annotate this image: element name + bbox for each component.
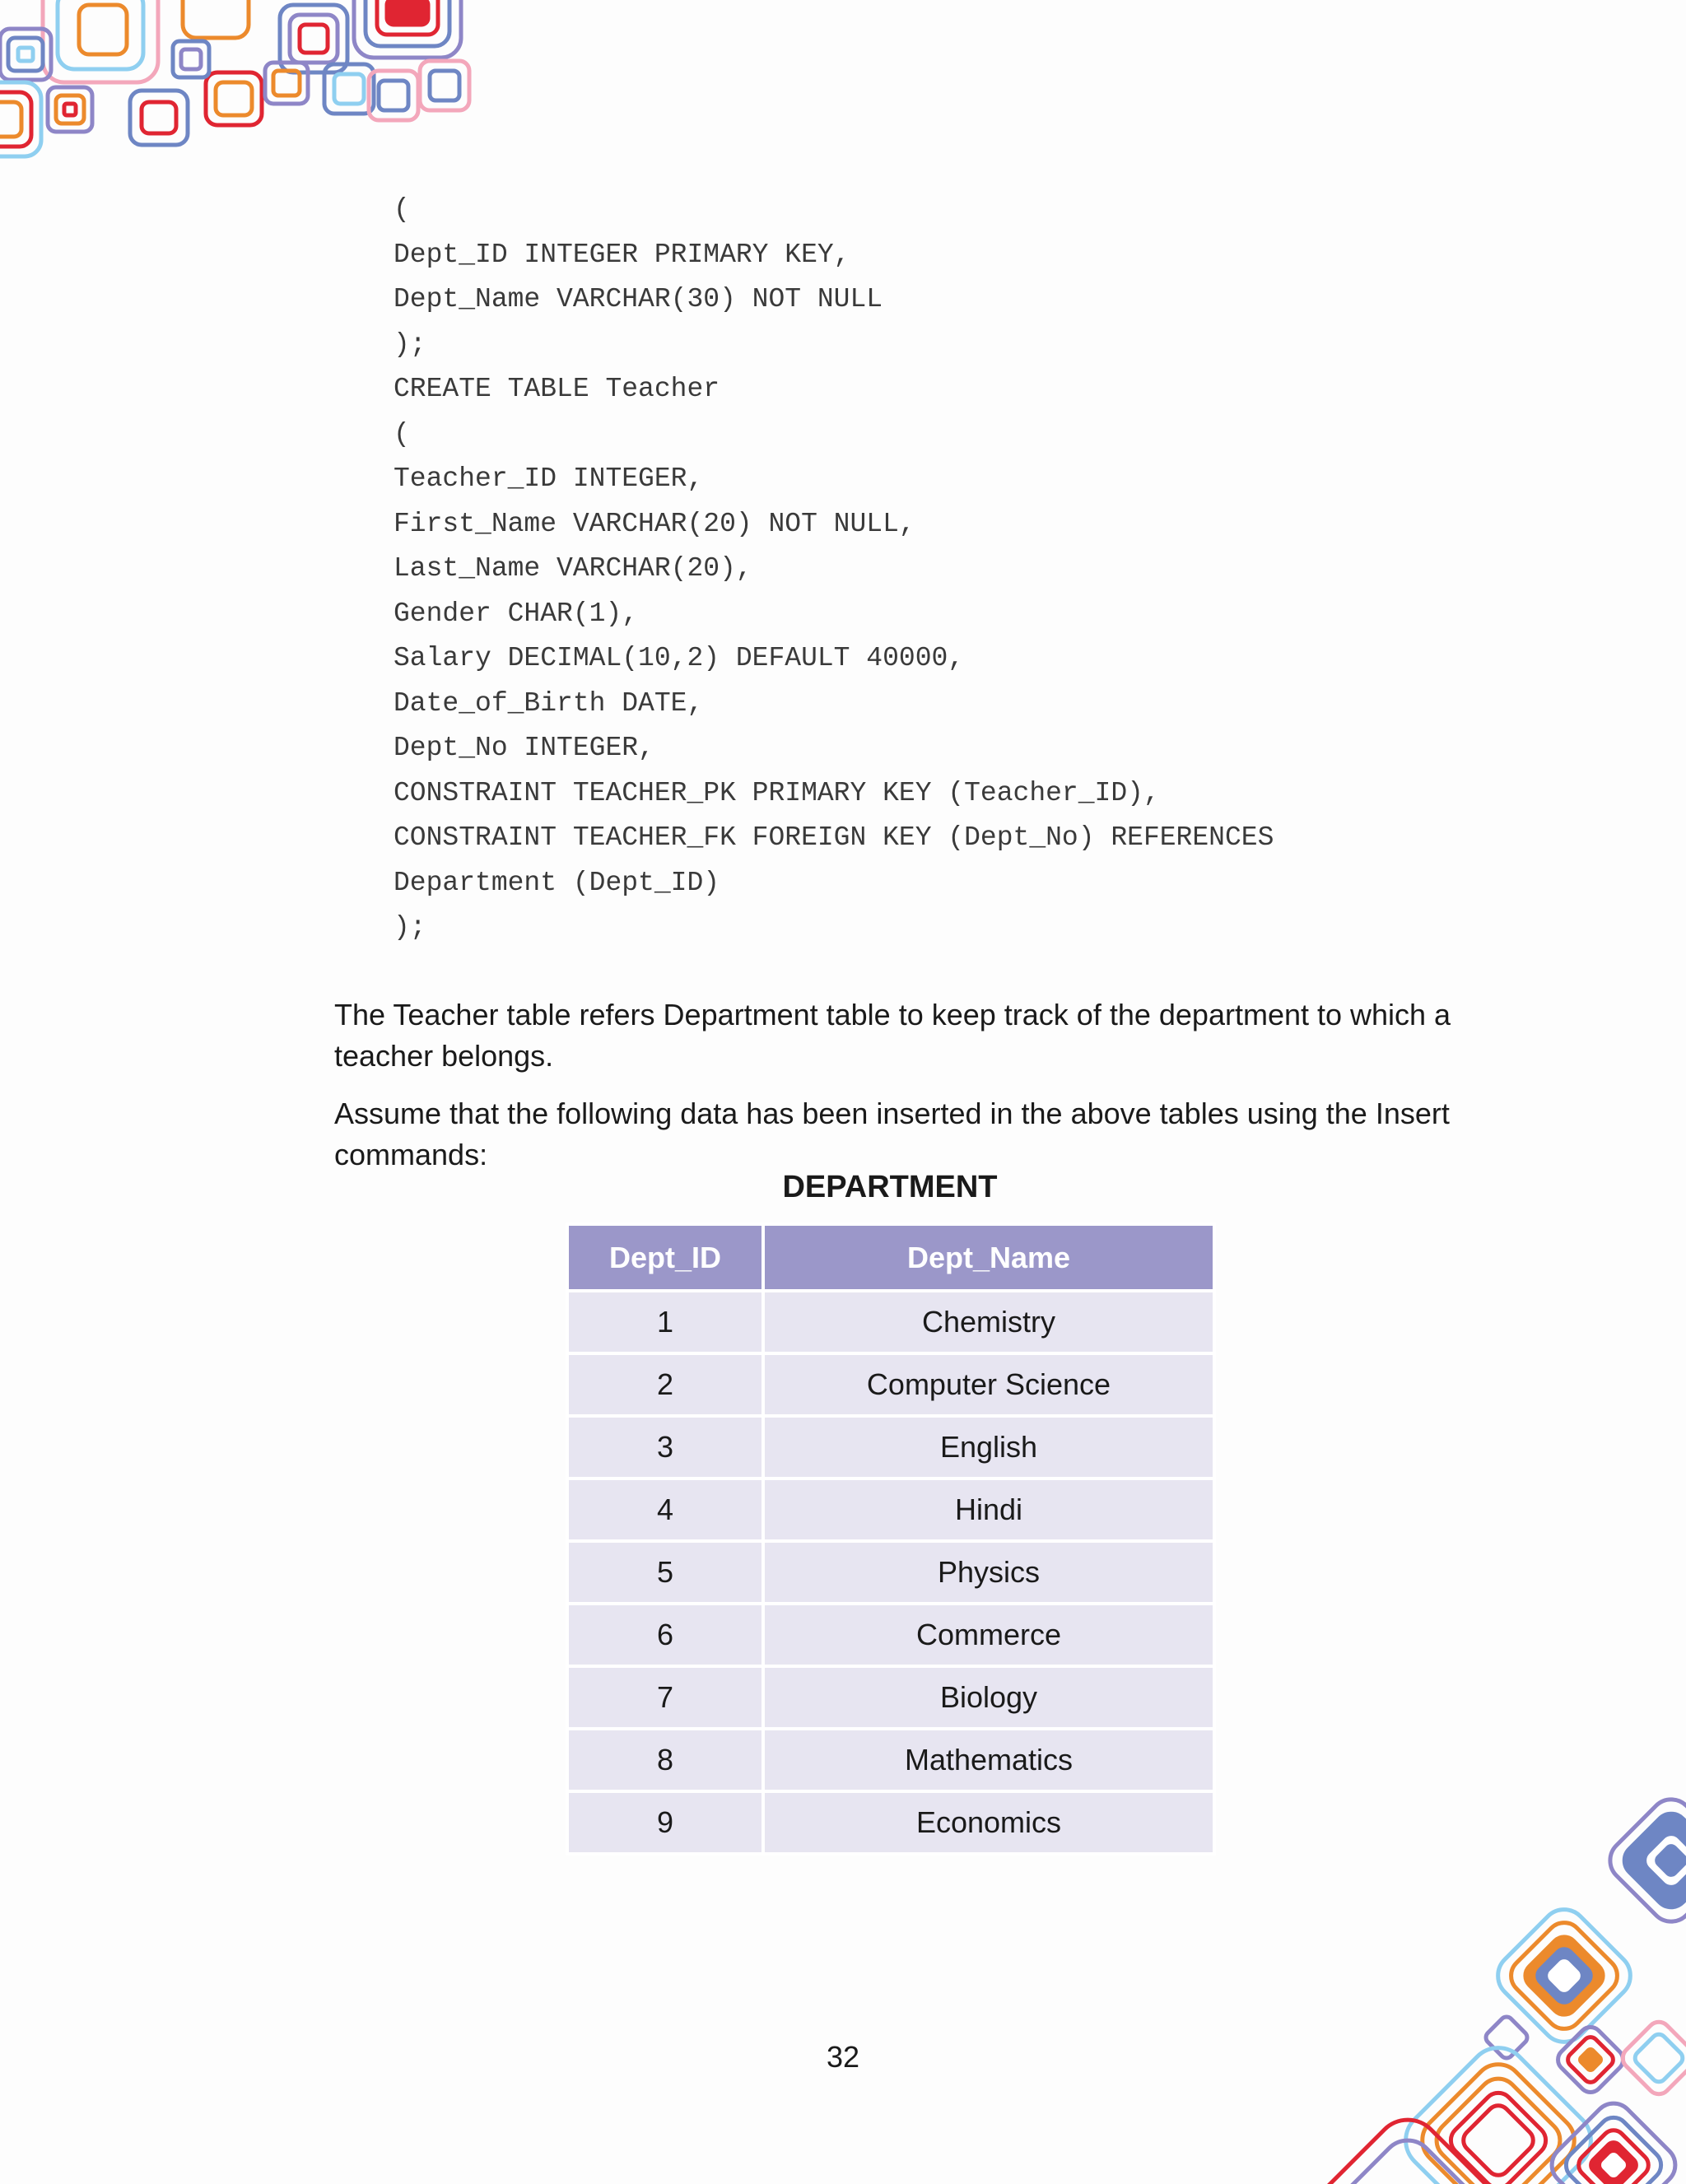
- code-line: Dept_Name VARCHAR(30) NOT NULL: [394, 284, 883, 314]
- code-line: Salary DECIMAL(10,2) DEFAULT 40000,: [394, 643, 965, 673]
- cell-dept-id: 2: [567, 1353, 763, 1416]
- code-line: CREATE TABLE Teacher: [394, 374, 720, 404]
- cell-dept-id: 7: [567, 1666, 763, 1729]
- code-line: Last_Name VARCHAR(20),: [394, 553, 752, 584]
- table-row: [567, 1291, 1214, 1353]
- cell-dept-name: English: [763, 1416, 1214, 1479]
- decorative-squares-top: [0, 0, 494, 173]
- column-header-dept-name: Dept_Name: [763, 1224, 1214, 1291]
- cell-dept-name: Physics: [763, 1541, 1214, 1604]
- code-line: Dept_ID INTEGER PRIMARY KEY,: [394, 239, 850, 270]
- code-line: Gender CHAR(1),: [394, 598, 639, 629]
- cell-dept-name: Commerce: [763, 1604, 1214, 1666]
- cell-dept-name: Economics: [763, 1791, 1214, 1854]
- code-line: CONSTRAINT TEACHER_PK PRIMARY KEY (Teacher_ID),: [394, 777, 1160, 808]
- table-row: [567, 1791, 1214, 1854]
- table-row: [567, 1353, 1214, 1416]
- code-line: CONSTRAINT TEACHER_FK FOREIGN KEY (Dept_No) REFERENCES: [394, 822, 1274, 853]
- paragraph-teacher-refers-department: The Teacher table refers Department table to keep track of the department to which a teacher belongs.: [334, 998, 1451, 1073]
- table-row: [567, 1729, 1214, 1791]
- code-line: );: [394, 328, 426, 360]
- code-line: (: [394, 194, 410, 225]
- cell-dept-id: 5: [567, 1541, 763, 1604]
- cell-dept-name: Hindi: [763, 1479, 1214, 1541]
- column-header-dept-id: Dept_ID: [567, 1224, 763, 1291]
- cell-dept-name: Computer Science: [763, 1353, 1214, 1416]
- code-line: Department (Dept_ID): [394, 867, 720, 898]
- table-header-row: [567, 1224, 1214, 1291]
- table-title: DEPARTMENT: [782, 1170, 998, 1204]
- cell-dept-id: 9: [567, 1791, 763, 1854]
- cell-dept-id: 8: [567, 1729, 763, 1791]
- table-row: [567, 1416, 1214, 1479]
- page-number: 32: [826, 2040, 860, 2074]
- cell-dept-id: 3: [567, 1416, 763, 1479]
- code-line: (: [394, 418, 410, 449]
- table-row: [567, 1479, 1214, 1541]
- table-row: [567, 1666, 1214, 1729]
- cell-dept-name: Chemistry: [763, 1291, 1214, 1353]
- code-line: First_Name VARCHAR(20) NOT NULL,: [394, 508, 915, 539]
- code-line: Teacher_ID INTEGER,: [394, 463, 704, 494]
- code-line: );: [394, 912, 426, 943]
- code-line: Date_of_Birth DATE,: [394, 687, 704, 719]
- cell-dept-id: 4: [567, 1479, 763, 1541]
- table-row: [567, 1541, 1214, 1604]
- code-line: Dept_No INTEGER,: [394, 733, 654, 763]
- cell-dept-id: 1: [567, 1291, 763, 1353]
- cell-dept-name: Mathematics: [763, 1729, 1214, 1791]
- department-table: [566, 1222, 1216, 1856]
- sql-code-block: [394, 188, 1274, 951]
- cell-dept-id: 6: [567, 1604, 763, 1666]
- decorative-diamonds-bottom: [1301, 1786, 1686, 2184]
- paragraph-assume-data-inserted: Assume that the following data has been inserted in the above tables using the Insert commands:: [334, 1097, 1450, 1171]
- table-row: [567, 1604, 1214, 1666]
- cell-dept-name: Biology: [763, 1666, 1214, 1729]
